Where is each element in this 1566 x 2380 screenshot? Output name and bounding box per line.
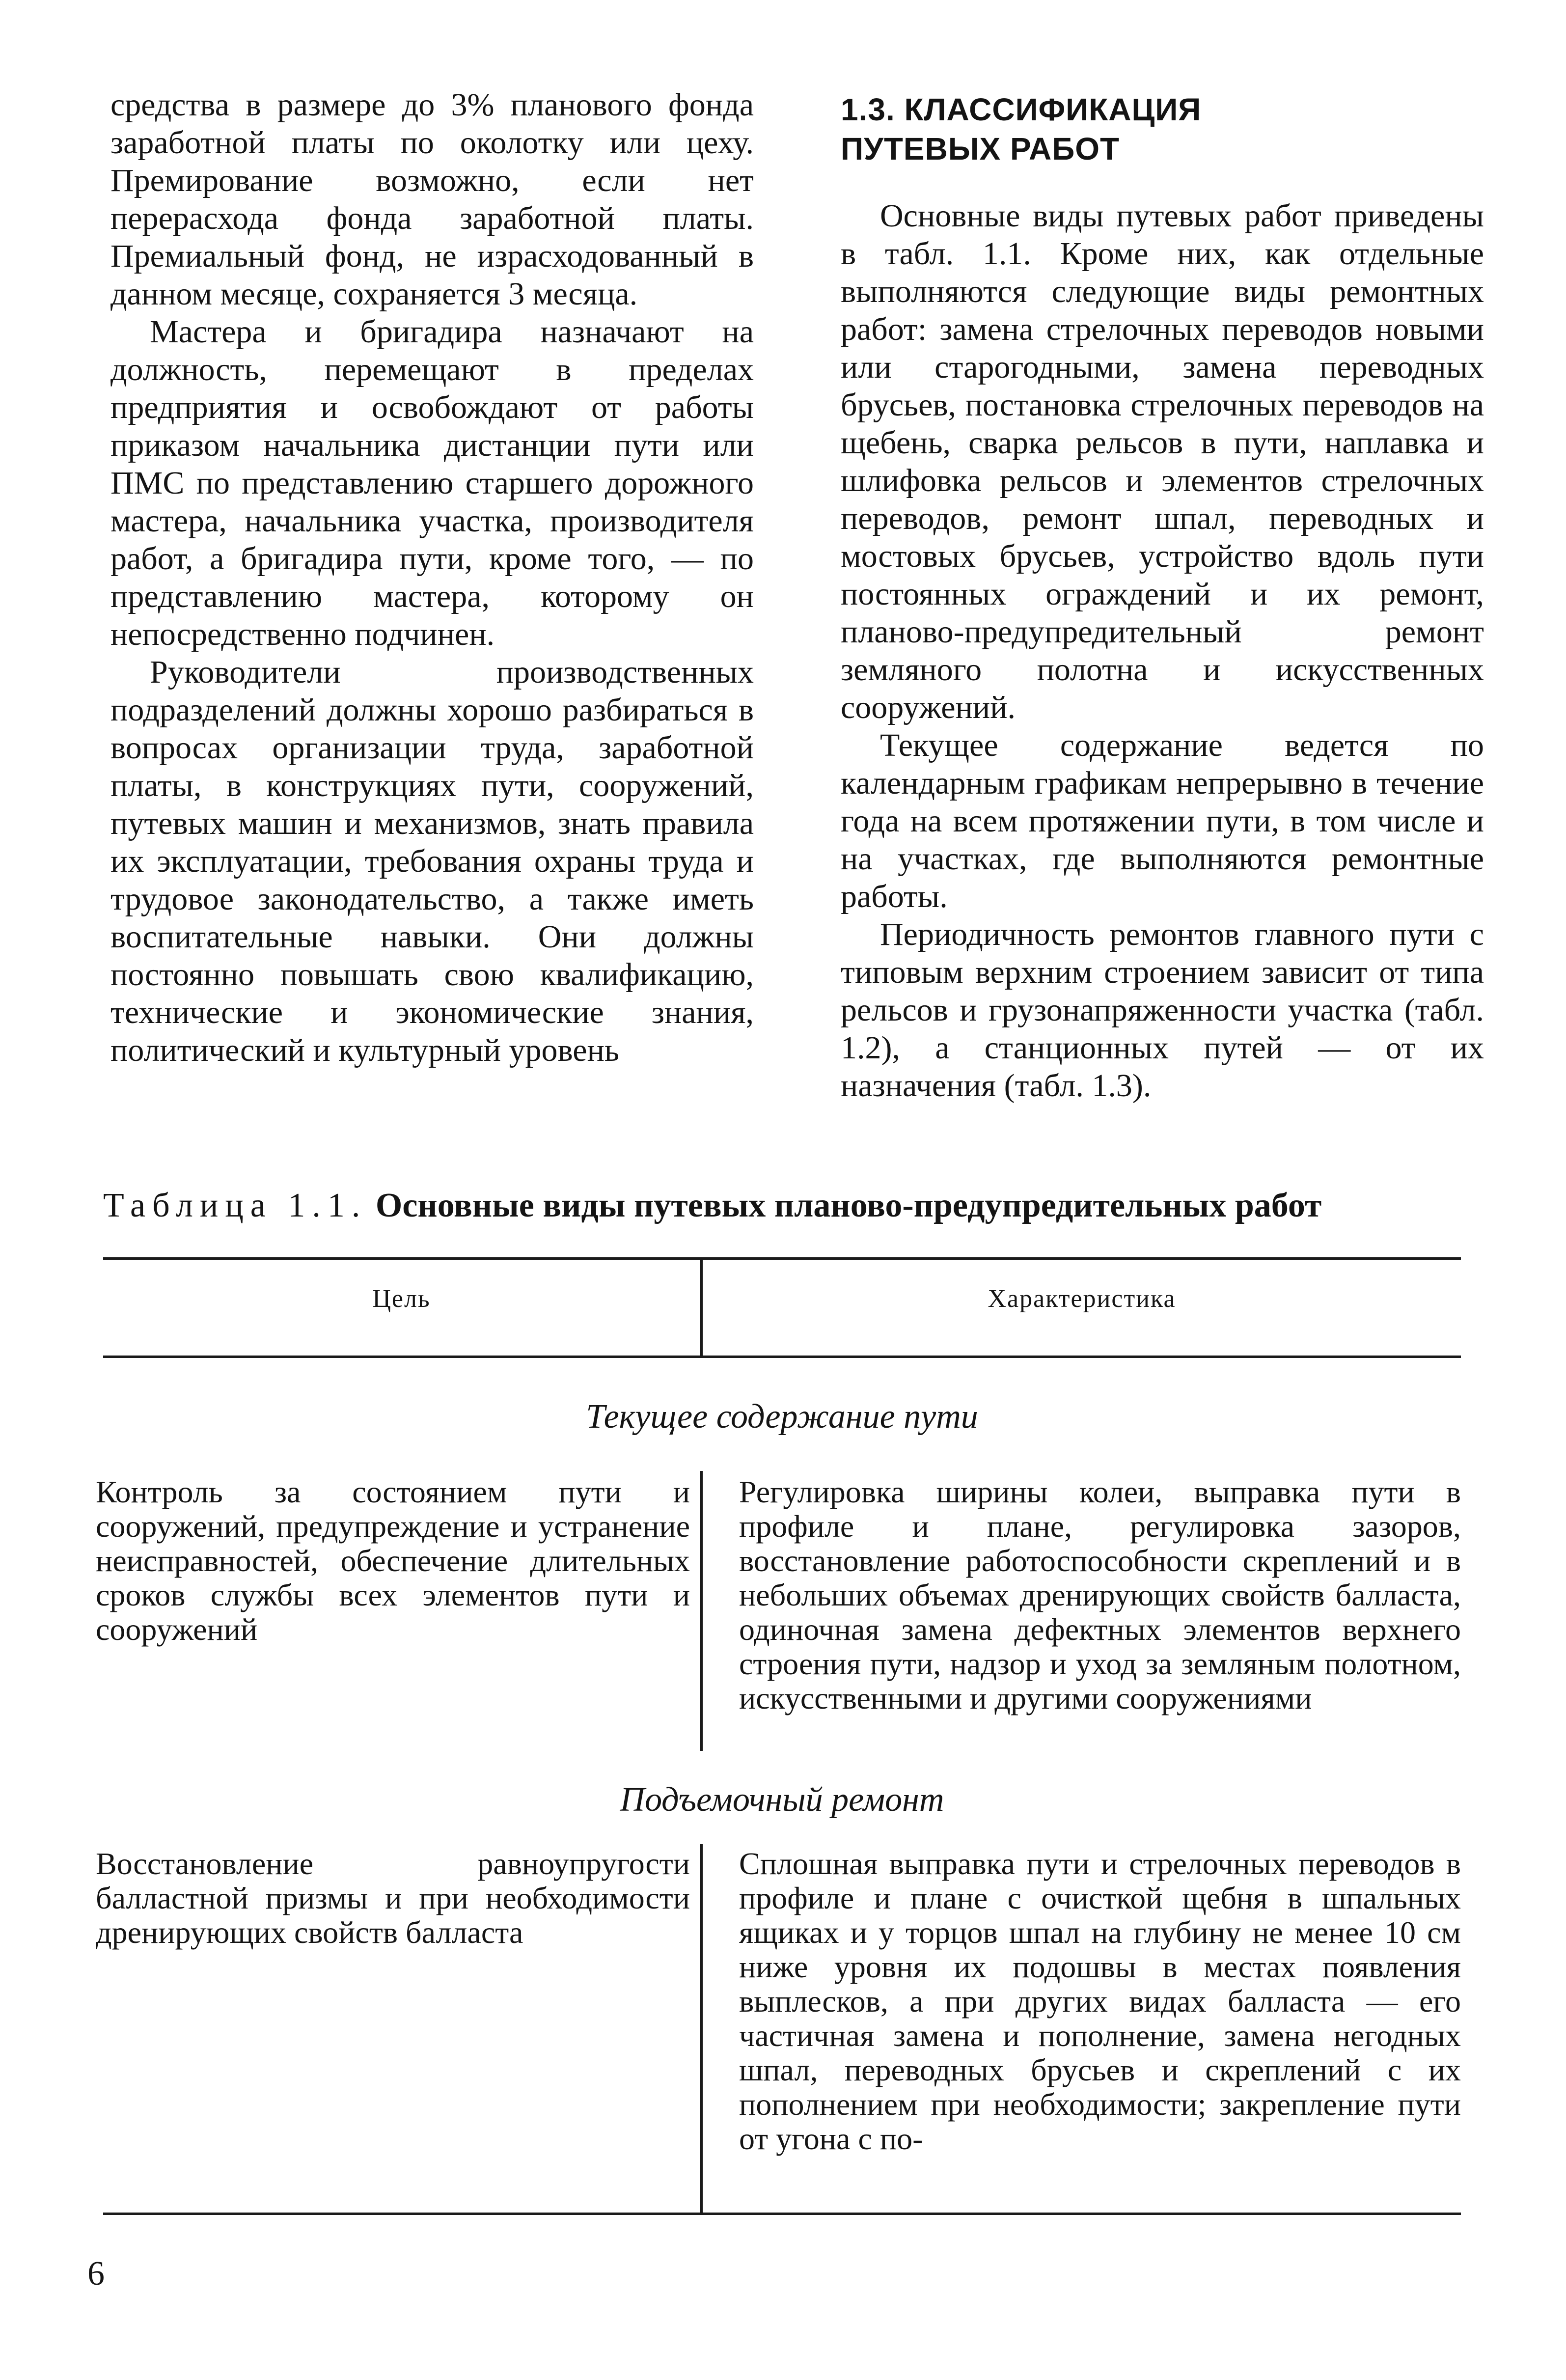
row2-characteristic-cell: Сплошная выправка пути и стрелочных переводов в профиле и плане с очисткой щебня в шпальных ящиках и у торцов шпал на глубину не менее 10 см ниже уровня их подошвы в местах появления выплесков, а при других видах балласта — его частичная замена и пополнение, замена негодных шпал, переводных брусьев и скреплений с их пополнением при необходимости; закрепление пути от угона с по- [739,1846,1461,2156]
left-paragraph-2: Мастера и бригадира назначают на должность, перемещают в пределах предприятия и освобождают от работы приказом начальника дистанции пути или ПМС по представлению старшего дорожного мастера, начальника участка, производителя работ, а бригадира пути, кроме того, — по представлению мастера, которому он непосредственно подчинен. [110,314,754,652]
section-heading-line-2: ПУТЕВЫХ РАБОТ [841,131,1120,166]
left-paragraph-3: Руководители производственных подразделений должны хорошо разбираться в вопросах организации труда, заработной платы, в конструкциях пути, сооружений, путевых машин и механизмов, знать правила их эксплуатации, требования охраны труда и трудовое законодательство, а также иметь воспитательные навыки. Они должны постоянно повышать свою квалификацию, технические и экономические знания, политический и культурный уровень [110,654,754,1068]
right-paragraph-1: Основные виды путевых работ приведены в табл. 1.1. Кроме них, как отдельные выполняются следующие виды ремонтных работ: замена стрелочных переводов новыми или старогодными, замена переводных брусьев, постановка стрелочных переводов на щебень, сварка рельсов в пути, наплавка и шлифовка рельсов и элементов стрелочных переводов, ремонт шпал, переводных и мостовых брусьев, устройство вдоль пути постоянных ограждений и их ремонт, планово-предупредительный ремонт земляного полотна и искусственных сооружений. [841,198,1484,725]
section-heading [841,90,1484,168]
table-caption [103,1184,1468,1228]
right-paragraph-3: Периодичность ремонтов главного пути с типовым верхним строением зависит от типа рельсов и грузонапряженности участка (табл. 1.2), а станционных путей — от их назначения (табл. 1.3). [841,916,1484,1104]
table-top-rule [103,1257,1461,1260]
right-paragraph-2: Текущее содержание ведется по календарным графикам непрерывно в течение года на всем протяжении пути, в том числе и на участках, где выполняются ремонтные работы. [841,727,1484,914]
page-number: 6 [87,2255,105,2293]
row1-goal-cell: Контроль за состоянием пути и сооружений, предупреждение и устранение неисправностей, обеспечение длительных сроков службы всех элементов пути и сооружений [96,1474,690,1647]
row2-column-divider [700,1844,703,2213]
left-column [110,86,754,1069]
section-heading-line-1: 1.3. КЛАССИФИКАЦИЯ [841,92,1202,127]
row1-column-divider [700,1471,703,1751]
section-title-lifting-repair: Подъемочный ремонт [620,1781,944,1819]
row2-goal-cell: Восстановление равноупругости балластной призмы и при необходимости дренирующих свойств балласта [96,1846,690,1950]
row1-characteristic-cell: Регулировка ширины колеи, выправка пути в профиле и плане, регулировка зазоров, восстановление работоспособности скреплений и в небольших объемах дренирующих свойств балласта, одиночная замена дефектных элементов верхнего строения пути, надзор и уход за земляным полотном, искусственными и другими сооружениями [739,1474,1461,1716]
table-caption-label: Таблица 1.1. [103,1187,367,1224]
table-bottom-rule [103,2213,1461,2215]
section-title-current-maintenance: Текущее содержание пути [586,1398,978,1436]
table-caption-title: Основные виды путевых планово-предупредительных работ [375,1187,1322,1224]
table-header-rule [103,1356,1461,1358]
right-column [841,86,1484,1105]
column-header-characteristic: Характеристика [988,1285,1176,1313]
column-header-goal: Цель [372,1285,431,1313]
left-paragraph-1: средства в размере до 3% планового фонда заработной платы по околотку или цеху. Премирование возможно, если нет перерасхода фонда заработной платы. Премиальный фонд, не израсходованный в данном месяце, сохраняется 3 месяца. [110,87,754,312]
